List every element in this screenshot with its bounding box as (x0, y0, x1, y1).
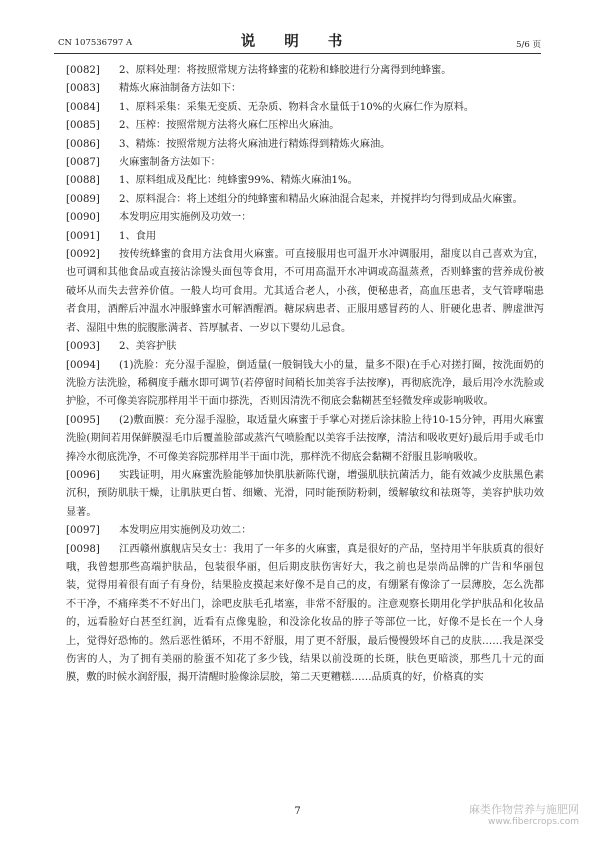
paragraph-number: [0098] (66, 543, 100, 555)
watermark-url: www.fibercrops.com (488, 817, 579, 827)
paragraph-text: 3、精炼：按照常规方法将火麻油进行精炼得到精炼火麻油。 (119, 138, 391, 150)
paragraph-number: [0090] (66, 212, 100, 224)
paragraph-number: [0086] (66, 138, 100, 150)
paragraph-text: 本发明应用实施例及功效一： (119, 212, 252, 224)
paragraph (66, 172, 544, 190)
paragraph-text: 按传统蜂蜜的食用方法食用火麻蜜。可直接服用也可温开水冲调服用，甜度以自己喜欢为宜，也可调和其他食品或直接沾涂馒头面包等食用，不可用高温开水冲调或高温蒸煮，否则蜂蜜的营养成份被破坏从而失去营养价值。一般人均可食用。尤其适合老人，小孩，便秘患者，高血压患者，支气管哮喘患者食用，酒醉后冲温水冲服蜂蜜水可解酒醒酒。糖尿病患者、正服用感冒药的人、肝硬化患者、脾虚泄泻者、湿阻中焦的脘腹胀满者、苔厚腻者、一岁以下婴幼儿忌食。 (66, 249, 544, 334)
paragraph (66, 191, 544, 209)
paragraph (66, 338, 544, 356)
paragraph-text: 江西赣州旗舰店吴女士：我用了一年多的火麻蜜，真是很好的产品，坚持用半年肤质真的很好哦，我曾想那些高端护肤品，包装很华丽，但后期皮肤伤害好大，我之前也是崇尚品牌的广告和华丽包装，觉得用着很有面子有身份，结果脸皮摸起来好像不是自己的皮，有绷紧有像涂了一层薄胶，怎么洗都不干净，不痛痒类不不好出门，涂吧皮肤毛孔堵塞，非常不舒服的。注意观察长期用化学护肤品和化妆品的，远看脸好白甚至红润，近看有点像鬼脸，和没涂化妆品的脖子等部位一比，好像不是长在一个人身上，觉得好恐怖的。然后恶性循环，不用不舒服，用了更不舒服，最后慢慢毁坏自己的皮肤……我是深受伤害的人，为了拥有美丽的脸蛋不知花了多少钱，结果以前没斑的长斑，肤色更暗淡，那些几十元的面膜，敷的时候水润舒服，揭开清醒时脸像涂层胶，第二天更糟糕……品质真的好，价格真的实 (66, 543, 544, 684)
patent-number: CN 107536797 A (58, 38, 133, 48)
paragraph (66, 99, 544, 117)
paragraph-number: [0093] (66, 341, 100, 353)
paragraph (66, 412, 544, 467)
paragraph (66, 209, 544, 227)
paragraph (66, 541, 544, 688)
watermark (469, 803, 579, 828)
paragraph-text: 2、原料处理：将按照常规方法将蜂蜜的花粉和蜂胶进行分离得到纯蜂蜜。 (119, 65, 452, 76)
paragraph-text: 实践证明，用火麻蜜洗脸能够加快肌肤新陈代谢，增强肌肤抗菌活力，能有效减少皮肤黑色素沉积，预防肌肤干燥，让肌肤更白皙、细嫩、光滑，同时能预防粉刺，缓解敏纹和祛斑等，美容护肤功效显著。 (66, 469, 544, 518)
document-body (66, 62, 544, 688)
page-indicator: 5/6 页 (516, 40, 541, 50)
paragraph-number: [0096] (66, 469, 100, 481)
paragraph (66, 117, 544, 135)
paragraph-number: [0088] (66, 175, 100, 187)
paragraph-text: 精炼火麻油制备方法如下： (119, 83, 242, 95)
paragraph (66, 467, 544, 522)
paragraph-number: [0085] (66, 120, 100, 132)
paragraph (66, 136, 544, 154)
paragraph (66, 80, 544, 98)
paragraph (66, 522, 544, 540)
paragraph-text: 本发明应用实施例及功效二： (119, 525, 252, 537)
paragraph-number: [0087] (66, 157, 100, 169)
paragraph (66, 357, 544, 412)
paragraph-text: (2)敷面膜：充分湿手湿脸，取适量火麻蜜于手掌心对搓后涂抹脸上待10-15分钟，再用火麻蜜洗脸(期间若用保鲜膜湿毛巾后覆盖脸部或蒸汽气喷脸配以美容手法按摩，清洁和吸收更好)最后用手或毛巾捧冷水彻底洗净，不可像美容院那样用半干面巾洗，那样洗不彻底会黏糊不舒服且影响吸收。 (66, 414, 544, 463)
paragraph (66, 246, 544, 338)
paragraph-number: [0094] (66, 359, 100, 371)
paragraph-number: [0084] (66, 101, 100, 113)
paragraph-number: [0082] (66, 65, 100, 76)
paragraph-number: [0091] (66, 230, 100, 242)
watermark-text: 麻类作物营养与施肥网 (469, 803, 579, 816)
page-number: 7 (294, 806, 301, 817)
paragraph-text: 1、食用 (119, 230, 157, 242)
paragraph (66, 228, 544, 246)
header-rule (54, 53, 541, 54)
paragraph-number: [0095] (66, 414, 100, 426)
document-title: 说 明 书 (240, 33, 355, 50)
paragraph (66, 62, 544, 80)
paragraph-text: 1、原料采集：采集无变质、无杂质、物料含水量低于10%的火麻仁作为原料。 (119, 101, 475, 113)
paragraph-number: [0092] (66, 249, 100, 261)
paragraph-text: 2、原料混合：将上述组分的纯蜂蜜和精品火麻油混合起来，并搅拌均匀得到成品火麻蜜。 (119, 193, 523, 205)
paragraph-text: (1)洗脸：充分湿手湿脸，倒适量(一般铜钱大小的量，量多不限)在手心对搓打圈，按洗面奶的洗脸方法洗脸，稀稠度手蘸水即可调节(若停留时间稍长加美容手法按摩)，再彻底洗净，最后用冷水洗脸或护脸，不可像美容院那样用半干面巾搽洗，否则因清洗不彻底会黏糊甚至轻微发痒或影响吸收。 (66, 359, 544, 408)
paragraph-number: [0097] (66, 525, 100, 537)
page-header (0, 0, 595, 54)
paragraph-text: 火麻蜜制备方法如下： (119, 157, 221, 169)
paragraph-text: 2、美容护肤 (119, 341, 177, 353)
paragraph-number: [0083] (66, 83, 100, 95)
paragraph (66, 154, 544, 172)
paragraph-number: [0089] (66, 193, 100, 205)
paragraph-text: 2、压榨：按照常规方法将火麻仁压榨出火麻油。 (119, 120, 340, 132)
paragraph-text: 1、原料组成及配比：纯蜂蜜99%、精炼火麻油1%。 (119, 175, 358, 187)
